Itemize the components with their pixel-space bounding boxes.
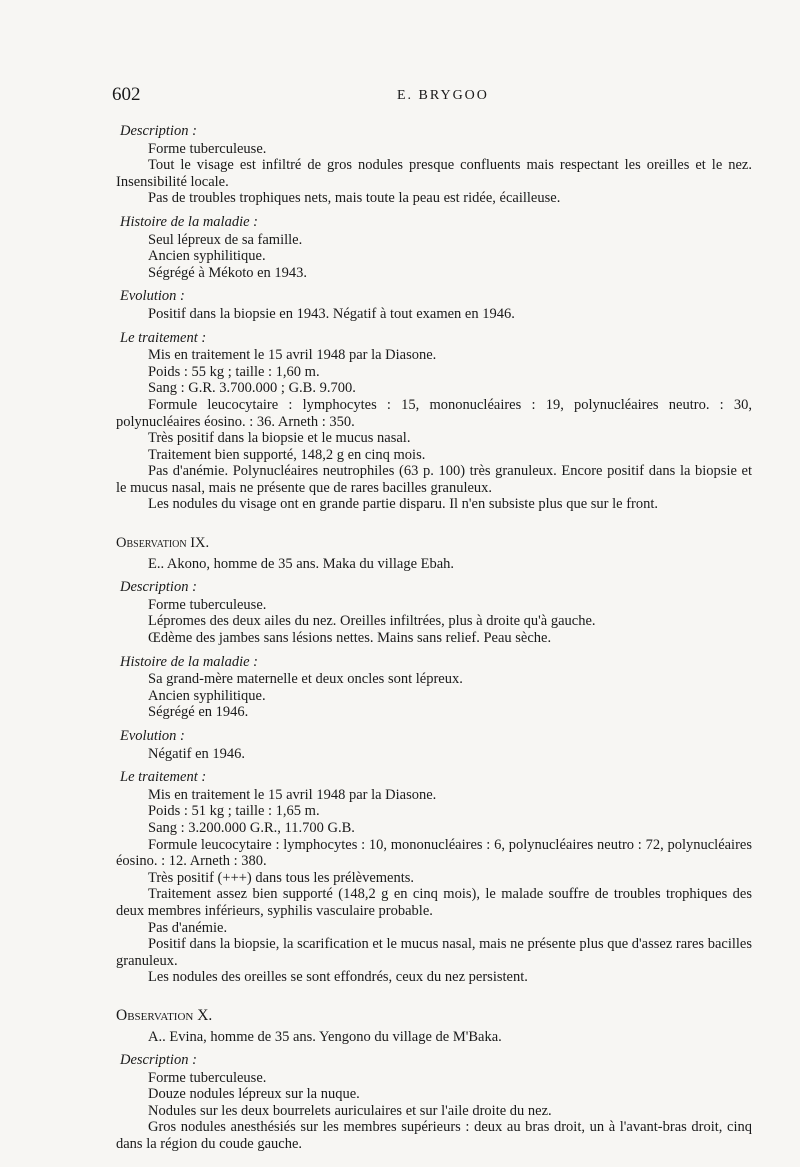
running-head: E. BRYGOO: [397, 88, 489, 103]
paragraph: Ancien syphilitique.: [148, 687, 266, 704]
observation-title: Observation IX.: [116, 535, 210, 552]
paragraph: Formule leucocytaire : lymphocytes : 10, mononucléaires : 6, polynucléaires neutro : 72, polynucléaires éosino. : 12. Arneth : 380.: [116, 836, 752, 870]
section-heading: Evolution :: [120, 288, 185, 305]
paragraph: Nodules sur les deux bourrelets auriculaires et sur l'aile droite du nez.: [148, 1102, 552, 1119]
page-header: [112, 84, 748, 108]
paragraph: Traitement assez bien supporté (148,2 g en cinq mois), le malade souffre de troubles trophiques des deux membres inférieurs, syphilis vasculaire probable.: [116, 886, 752, 919]
paragraph: Mis en traitement le 15 avril 1948 par la Diasone.: [148, 347, 437, 364]
patient-line: E.. Akono, homme de 35 ans. Maka du village Ebah.: [148, 555, 455, 572]
page-content: [116, 120, 752, 1153]
paragraph: Formule leucocytaire : lymphocytes : 15, mononucléaires : 19, polynucléaires neutro. : 30, polynucléaires éosino. : 36. Arneth : 350.: [116, 396, 752, 430]
section-heading: Histoire de la maladie :: [120, 213, 258, 230]
paragraph: Forme tuberculeuse.: [148, 596, 267, 613]
paragraph: Lépromes des deux ailes du nez. Oreilles infiltrées, plus à droite qu'à gauche.: [148, 613, 596, 630]
section-heading: Histoire de la maladie :: [120, 653, 258, 670]
paragraph: Positif dans la biopsie en 1943. Négatif à tout examen en 1946.: [148, 305, 515, 322]
section-heading: Description :: [120, 123, 197, 139]
paragraph: Pas d'anémie.: [148, 919, 228, 936]
paragraph: Poids : 55 kg ; taille : 1,60 m.: [148, 363, 320, 380]
paragraph: Très positif dans la biopsie et le mucus nasal.: [148, 430, 411, 447]
patient-line: A.. Evina, homme de 35 ans. Yengono du village de M'Baka.: [148, 1028, 502, 1045]
section-heading: Evolution :: [120, 728, 185, 744]
paragraph: Sang : 3.200.000 G.R., 11.700 G.B.: [148, 819, 355, 836]
paragraph: Ségrégé à Mékoto en 1943.: [148, 264, 308, 281]
paragraph: Poids : 51 kg ; taille : 1,65 m.: [148, 803, 320, 820]
page-number: 602: [112, 84, 141, 105]
paragraph: Très positif (+++) dans tous les prélèvements.: [148, 869, 415, 886]
paragraph: Forme tuberculeuse.: [148, 140, 267, 157]
paragraph: Œdème des jambes sans lésions nettes. Mains sans relief. Peau sèche.: [148, 630, 552, 647]
observation-title: Observation X.: [116, 1006, 213, 1024]
section-heading: Description :: [120, 579, 197, 596]
paragraph: Pas d'anémie. Polynucléaires neutrophiles (63 p. 100) très granuleux. Encore positif dans la biopsie et le mucus nasal, mais ne présente que de rares bacilles granuleux.: [116, 463, 752, 496]
paragraph: Les nodules du visage ont en grande partie disparu. Il n'en subsiste plus que sur le front.: [148, 496, 658, 513]
paragraph: Ségrégé en 1946.: [148, 704, 249, 721]
paragraph: Sa grand-mère maternelle et deux oncles sont lépreux.: [148, 671, 463, 688]
paragraph: Négatif en 1946.: [148, 745, 246, 762]
section-heading: Description :: [120, 1052, 197, 1069]
paragraph: Douze nodules lépreux sur la nuque.: [148, 1086, 360, 1103]
section-heading: Le traitement :: [120, 769, 207, 786]
paragraph: Positif dans la biopsie, la scarification et le mucus nasal, mais ne présente plus que d'assez rares bacilles granuleux.: [116, 936, 752, 969]
paragraph: Traitement bien supporté, 148,2 g en cinq mois.: [148, 446, 426, 463]
section-heading: Le traitement :: [120, 329, 207, 346]
paragraph: Sang : G.R. 3.700.000 ; G.B. 9.700.: [148, 380, 356, 397]
paragraph: Gros nodules anesthésiés sur les membres supérieurs : deux au bras droit, un à l'avant-bras droit, cinq dans la région du coude gauche.: [116, 1119, 752, 1153]
paragraph: Les nodules des oreilles se sont effondrés, ceux du nez persistent.: [148, 969, 528, 986]
paragraph: Mis en traitement le 15 avril 1948 par la Diasone.: [148, 786, 437, 803]
paragraph: Tout le visage est infiltré de gros nodules presque confluents mais respectant les oreilles et le nez. Insensibilité locale.: [116, 157, 752, 190]
paragraph: Seul lépreux de sa famille.: [148, 231, 303, 248]
paragraph: Pas de troubles trophiques nets, mais toute la peau est ridée, écailleuse.: [148, 190, 561, 207]
paragraph: Ancien syphilitique.: [148, 248, 266, 265]
paragraph: Forme tuberculeuse.: [148, 1069, 267, 1086]
